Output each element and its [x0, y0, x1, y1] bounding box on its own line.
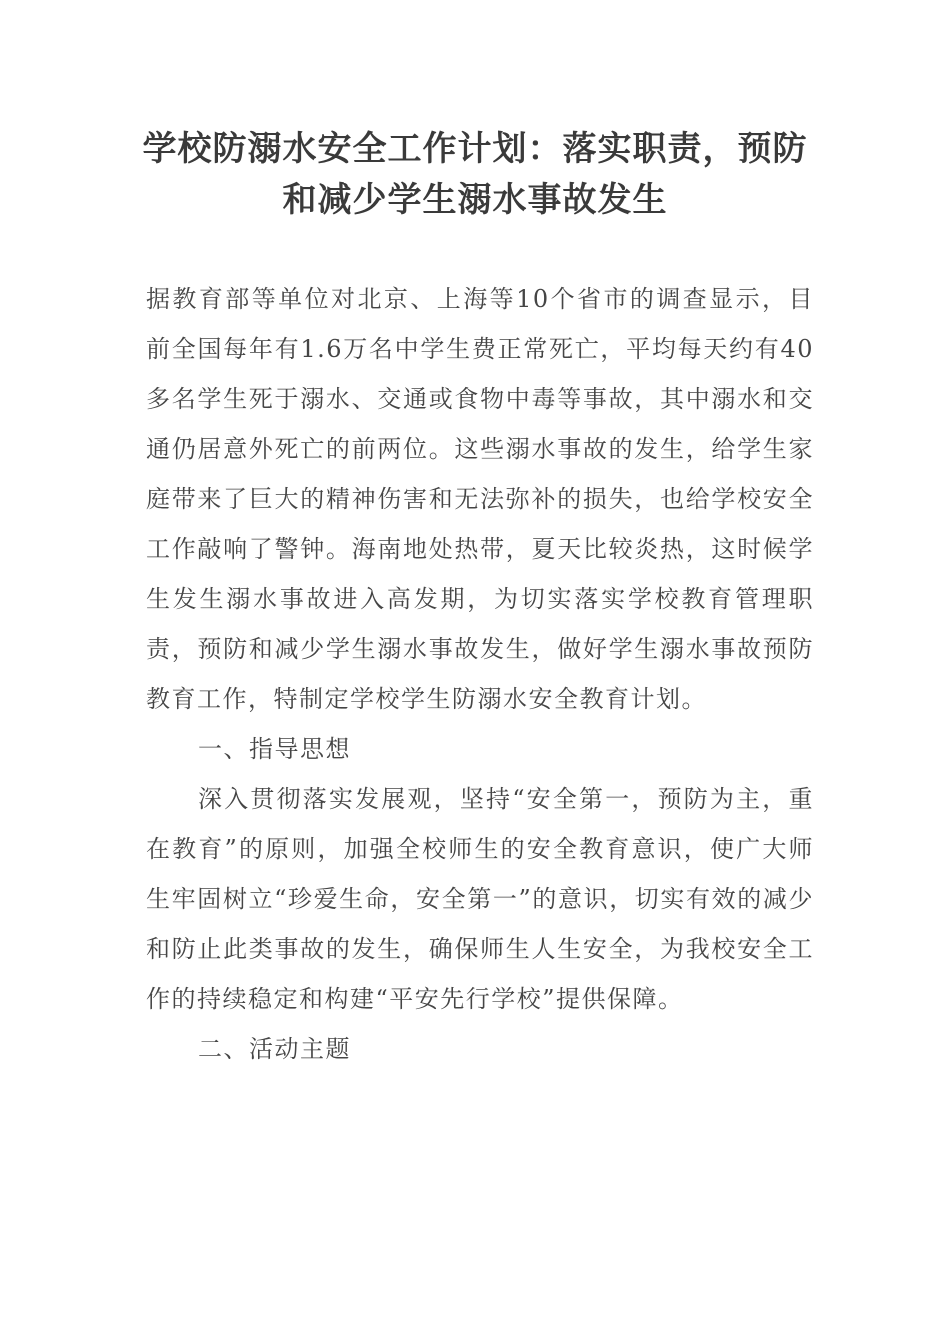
document-title: 学校防溺水安全工作计划：落实职责，预防和减少学生溺水事故发生: [142, 129, 808, 220]
section-paragraph-guiding-ideology: 深入贯彻落实发展观，坚持“安全第一，预防为主，重在教育”的原则，加强全校师生的安全教育意识，使广大师生牢固树立“珍爱生命，安全第一”的意识，切实有效的减少和防止此类事故的发生，确保师生人生安全，为我校安全工作的持续稳定和构建“平安先行学校”提供保障。: [146, 785, 814, 1013]
section-heading-guiding-ideology: 一、指导思想: [198, 735, 351, 763]
section-heading-activity-theme: 二、活动主题: [198, 1035, 351, 1063]
document-body: [146, 274, 814, 1074]
intro-paragraph: 据教育部等单位对北京、上海等10个省市的调查显示，目前全国每年有1.6万名中学生费正常死亡，平均每天约有40多名学生死于溺水、交通或食物中毒等事故，其中溺水和交通仍居意外死亡的前两位。这些溺水事故的发生，给学生家庭带来了巨大的精神伤害和无法弥补的损失，也给学校安全工作敲响了警钟。海南地处热带，夏天比较炎热，这时候学生发生溺水事故进入高发期，为切实落实学校教育管理职责，预防和减少学生溺水事故发生，做好学生溺水事故预防教育工作，特制定学校学生防溺水安全教育计划。: [146, 285, 814, 713]
